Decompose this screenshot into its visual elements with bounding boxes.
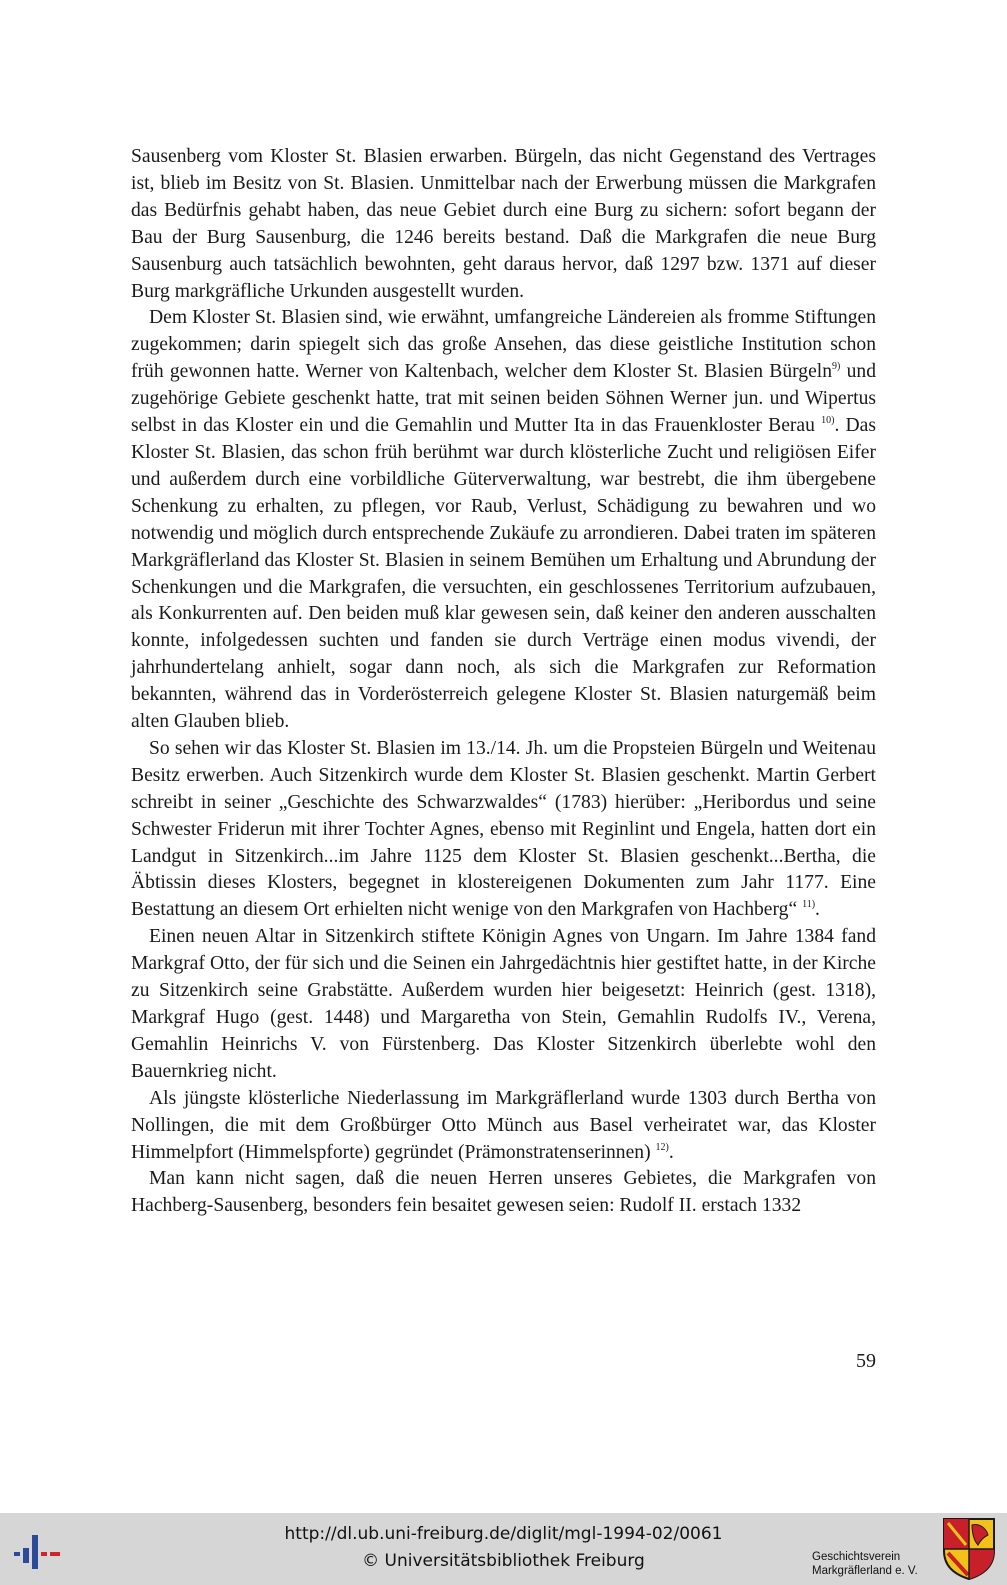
text-run: Einen neuen Altar in Sitzenkirch stiftete Königin Agnes von Ungarn. Im Jahre 1384 fand Markgraf Otto, der für sich und die Seinen ein Jahrgedächtnis hier gestiftet hatte, in der Kirche zu Sitzenkirch seine Grabstätte. Außerdem wurden hier beigesetzt: Heinrich (gest. 1318), Markgraf Hugo (gest. 1448) und Margaretha von Stein, Gemahlin Rudolfs IV., Verena, Gemahlin Heinrichs V. von Fürstenberg. Das Kloster Sitzenkirch überlebte wohl den Bauernkrieg nicht. (131, 926, 876, 1082)
body-text (131, 144, 876, 1220)
footnote-marker: 10) (821, 415, 835, 427)
paragraph (131, 144, 876, 305)
text-run: Als jüngste klösterliche Niederlassung im Markgräflerland wurde 1303 durch Bertha von Nollingen, die mit dem Großbürger Otto Münch aus Basel verheiratet war, das Kloster Himmelpfort (Himmelspforte) gegründet (Prämonstratenserinnen) (131, 1087, 876, 1163)
text-run: und zugehörige Gebiete geschenkt hatte, trat mit seinen beiden Söhnen Werner jun. und Wipertus selbst in das Kloster ein und die Gemahlin und Mutter Ita in das Frauenkloster Berau (131, 361, 876, 437)
coat-of-arms-icon[interactable] (942, 1517, 996, 1581)
footnote-marker: 9) (832, 361, 841, 373)
footer-bar (0, 1513, 1007, 1585)
paragraph (131, 305, 876, 736)
text-run: . (815, 899, 820, 921)
text-run: Dem Kloster St. Blasien sind, wie erwähnt, umfangreiche Ländereien als fromme Stiftungen zugekommen; darin spiegelt sich das große Ansehen, das diese geistliche Institution schon früh gewonnen hatte. Werner von Kaltenbach, welcher dem Kloster St. Blasien Bürgeln (131, 307, 876, 383)
paragraph (131, 1086, 876, 1167)
society-line2: Markgräflerland e. V. (812, 1565, 918, 1577)
text-run: Man kann nicht sagen, daß die neuen Herren unseres Gebietes, die Markgrafen von Hachberg-Sausenberg, besonders fein besaitet gewesen seien: Rudolf II. erstach 1332 (131, 1168, 876, 1217)
page-number: 59 (856, 1350, 876, 1372)
society-name (812, 1550, 918, 1578)
text-run: . (668, 1141, 674, 1163)
society-line1: Geschichtsverein (812, 1551, 901, 1563)
paragraph (131, 1166, 876, 1220)
paragraph (131, 736, 876, 924)
footnote-marker: 12) (655, 1141, 669, 1153)
footer-url[interactable]: http://dl.ub.uni-freiburg.de/diglit/mgl-1994-02/0061 (284, 1524, 723, 1544)
footnote-marker: 11) (802, 899, 816, 911)
text-run: So sehen wir das Kloster St. Blasien im 13./14. Jh. um die Propsteien Bürgeln und Weitenau Besitz erwerben. Auch Sitzenkirch wurde dem Kloster St. Blasien geschenkt. Martin Gerbert schreibt in seiner „Geschichte des Schwarzwaldes“ (1783) hierüber: „Heribordus und seine Schwester Friderun mit ihrer Tochter Agnes, ebenso mit Reginlint und Engela, hatten dort ein Landgut in Sitzenkirch...im Jahre 1125 dem Kloster St. Blasien geschenkt...Bertha, die Äbtissin dieses Klosters, begegnet in klostereigenen Dokumenten zum Jahr 1177. Eine Bestattung an diesem Ort erhielten nicht wenige von den Markgrafen von Hachberg“ (131, 737, 876, 921)
footer-copyright: © Universitätsbibliothek Freiburg (362, 1551, 645, 1571)
text-run: . Das Kloster St. Blasien, das schon früh berühmt war durch klösterliche Zucht und religiösen Eifer und außerdem durch eine vorbildliche Güterverwaltung, war bestrebt, die ihm übergebene Schenkung zu erhalten, zu pflegen, vor Raub, Verlust, Schädigung zu bewahren und wo notwendig und möglich durch entsprechende Zukäufe zu arrondieren. Dabei traten im späteren Markgräflerland das Kloster St. Blasien in seinem Bemühen um Erhaltung und Abrundung der Schenkungen und die Markgrafen, die versuchten, ein geschlossenes Territorium aufzubauen, als Konkurrenten auf. Den beiden muß klar gewesen sein, daß keiner den anderen ausschalten konnte, infolgedessen suchten und fanden sie durch Verträge einen modus vivendi, der jahrhundertelang anhielt, sogar dann noch, als sich die Markgrafen zur Reformation bekannten, während das in Vorderösterreich gelegene Kloster St. Blasien naturgemäß beim alten Glauben blieb. (131, 415, 876, 733)
paragraph (131, 924, 876, 1085)
text-run: Sausenberg vom Kloster St. Blasien erwarben. Bürgeln, das nicht Gegenstand des Vertrages ist, blieb im Besitz von St. Blasien. Unmittelbar nach der Erwerbung müssen die Markgrafen das Bedürfnis gehabt haben, das neue Gebiet durch eine Burg zu sichern: sofort begann der Bau der Burg Sausenburg, die 1246 bereits bestand. Daß die Markgrafen die neue Burg Sausenburg auch tatsächlich bewohnten, geht daraus hervor, daß 1297 bzw. 1371 auf dieser Burg markgräfliche Urkunden ausgestellt wurden. (131, 146, 876, 302)
